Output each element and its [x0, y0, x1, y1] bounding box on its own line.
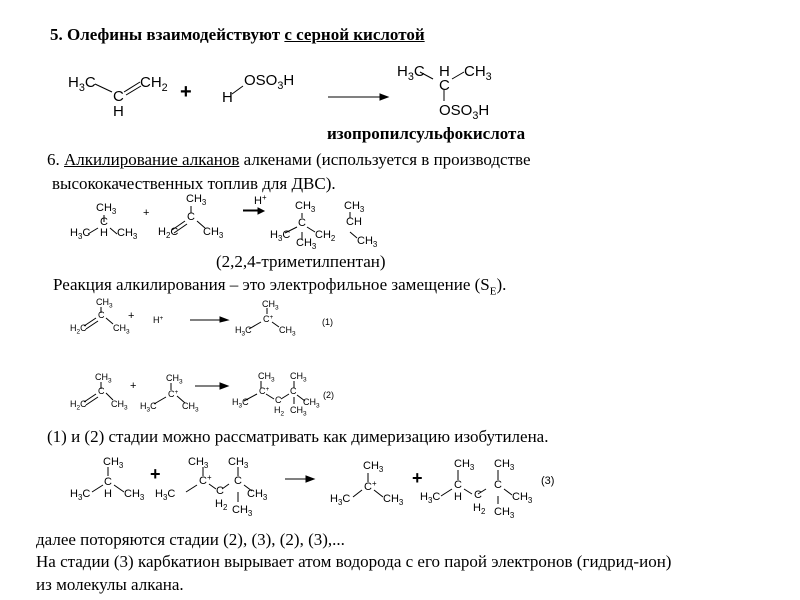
section6-title-underlined: Алкилирование алканов [64, 150, 240, 169]
step1-isobutylene-ch3-right: $CH_3$ [113, 323, 130, 336]
step2-cation-h3c: $H_3C$ [140, 401, 157, 414]
step3-product-cation-ch3: $CH_3$ [363, 460, 384, 474]
plus-sign: + [180, 81, 192, 103]
step3-cation-ch3-c: $CH_3$ [247, 488, 268, 502]
step3-cation-ch3-d: $CH_3$ [232, 504, 253, 518]
step2-isobutylene-ch3-right: $CH_3$ [111, 399, 128, 412]
section5-title [50, 25, 425, 45]
step3-cation-h3c: $H_3C$ [155, 488, 176, 502]
step3-isobutane-c: C [104, 476, 112, 488]
isobutylene-ch3-right: $CH_3$ [203, 226, 224, 240]
step2-cation-ch3-right: $CH_3$ [182, 401, 199, 414]
footer-line2: На стадии (3) карбкатион вырывает атом водорода с его парой электронов (гидрид-ион) [36, 552, 672, 571]
step2-product-ch3-a: $CH_3$ [258, 371, 275, 384]
step3-product-cation-c: C+ [364, 479, 377, 493]
mechanism-note-text: Реакция алкилирования – это электрофильное замещение (S [53, 275, 490, 294]
step2-product-h2: $H_2$ [274, 405, 285, 418]
isobutane-c: C [100, 216, 108, 228]
plus-small: + [143, 207, 150, 219]
step2-product-h3c: $H_3C$ [232, 397, 249, 410]
step3-cation-ch2-c: C [216, 485, 224, 497]
step1-cation-ch3: $CH_3$ [262, 299, 279, 312]
step3-cation-c-plus: C+ [199, 473, 212, 487]
footer-line3: из молекулы алкана. [36, 575, 184, 594]
product-c: C [439, 77, 450, 94]
isooctane-c: C [298, 217, 306, 229]
step3-isooctane-ch3-c: $CH_3$ [512, 491, 533, 505]
step3-isooctane-h: H [454, 491, 462, 503]
step2-product-ch3-c: $CH_3$ [303, 397, 320, 410]
step2-label: (2) [323, 390, 334, 400]
step2-cation-c: C+ [168, 388, 179, 399]
step3-product-cation-ch3-right: $CH_3$ [383, 493, 404, 507]
isooctane-ch3-d: $CH_3$ [357, 235, 378, 249]
isobutane-h: H [100, 227, 108, 239]
step2-product-ch3-b: $CH_3$ [290, 371, 307, 384]
step1-proton: H+ [153, 314, 164, 325]
step1-plus: + [128, 310, 135, 322]
product-ch3: $CH_3$ [464, 63, 492, 83]
step1-isobutylene-c: C [98, 310, 105, 320]
step2-isobutylene-h2c: $H_2C$ [70, 399, 87, 412]
section5-title-prefix: 5. Олефины взаимодействуют [50, 25, 285, 44]
step1-isobutylene-h2c: $H_2C$ [70, 323, 87, 336]
isooctane-ch3-b: $CH_3$ [344, 200, 365, 214]
step3-isobutane-h: H [104, 488, 112, 500]
propene-h3c: $H_3C$ [68, 74, 96, 94]
step3-isooctane-ch3-a: $CH_3$ [454, 458, 475, 472]
step2-isobutylene-c: C [98, 386, 105, 396]
catalyst-label: H+ [254, 193, 267, 207]
dimerization-note: (1) и (2) стадии можно рассматривать как димеризацию изобутилена. [47, 427, 549, 446]
isobutylene-ch3-top: $CH_3$ [186, 193, 207, 207]
section6-number: 6. [47, 150, 64, 169]
footer-line1: далее поторяются стадии (2), (3), (2), (3),... [36, 530, 345, 549]
step3-isooctane-c-b: C [494, 479, 502, 491]
step1-isobutylene-ch3: $CH_3$ [96, 297, 113, 310]
step3-isooctane-c-a: C [454, 479, 462, 491]
step3-isooctane-ch3-b: $CH_3$ [494, 458, 515, 472]
step2-product-c-cation: C+ [259, 385, 270, 396]
step2-isobutylene-ch3: $CH_3$ [95, 372, 112, 385]
propene-c: C [113, 88, 124, 105]
sulfuric-h: H [222, 89, 233, 106]
section6-title-rest: алкенами (используется в производстве [239, 150, 531, 169]
section6-title-line2: высококачественных топлив для ДВС). [52, 174, 336, 193]
isobutylene-c: C [187, 211, 195, 223]
product-h: H [439, 63, 450, 80]
step2-product-c: C [290, 386, 297, 396]
step3-isobutane-h3c: $H_3C$ [70, 488, 91, 502]
section6-title [47, 150, 531, 170]
isobutylene-h2c: $H_2C$ [158, 226, 179, 240]
isooctane-ch3-c: $CH_3$ [296, 237, 317, 251]
step3-product-cation-h3c: $H_3C$ [330, 493, 351, 507]
step3-isobutane-ch3: $CH_3$ [103, 456, 124, 470]
step1-cation-c: C+ [263, 313, 274, 324]
sulfuric-oso3h: $OSO_3H$ [244, 72, 295, 92]
isobutane-ch3-right: $CH_3$ [117, 227, 138, 241]
step3-isooctane-ch2-c: C [474, 489, 482, 501]
step3-plus-a: + [150, 464, 161, 484]
mechanism-subscript: E [489, 285, 497, 298]
propene-h: H [113, 103, 124, 120]
mechanism-note-end: ). [496, 275, 507, 294]
section5-title-underlined: с серной кислотой [284, 25, 425, 44]
isooctane-ch3-a: $CH_3$ [295, 200, 316, 214]
step3-cation-c: C [234, 475, 242, 487]
step3-isooctane-h2: $H_2$ [473, 502, 486, 516]
product-h3c: $H_3C$ [397, 63, 425, 83]
step3-cation-ch3-a: $CH_3$ [188, 456, 209, 470]
product-name: изопропилсульфокислота [327, 124, 526, 143]
isooctane-ch2: $CH_2$ [315, 229, 336, 243]
isobutane-ch3-top: $CH_3$ [96, 202, 117, 216]
step1-label: (1) [322, 317, 333, 327]
step3-isooctane-h3c: $H_3C$ [420, 491, 441, 505]
isooctane-h3c: $H_3C$ [270, 229, 291, 243]
step2-product-ch3-d: $CH_3$ [290, 405, 307, 418]
step1-cation-ch3-right: $CH_3$ [279, 325, 296, 338]
product-oso3h: $OSO_3H$ [439, 102, 490, 122]
step3-cation-h2: $H_2$ [215, 498, 228, 512]
step3-cation-ch3-b: $CH_3$ [228, 456, 249, 470]
step3-isobutane-ch3-right: $CH_3$ [124, 488, 145, 502]
isobutane-h3c: $H_3C$ [70, 227, 91, 241]
step3-isooctane-ch3-d: $CH_3$ [494, 506, 515, 520]
step3-label: (3) [541, 475, 555, 487]
step3-plus-b: + [412, 468, 423, 488]
step1-cation-h3c: $H_3C$ [235, 325, 252, 338]
propene-ch2: $CH_2$ [140, 74, 168, 94]
mechanism-note [53, 275, 506, 301]
isooctane-ch: CH [346, 216, 362, 228]
step2-product-ch2-c: C [275, 395, 282, 405]
step2-cation-ch3: $CH_3$ [166, 373, 183, 386]
step2-plus: + [130, 380, 137, 392]
isooctane-name: (2,2,4-триметилпентан) [216, 252, 386, 271]
